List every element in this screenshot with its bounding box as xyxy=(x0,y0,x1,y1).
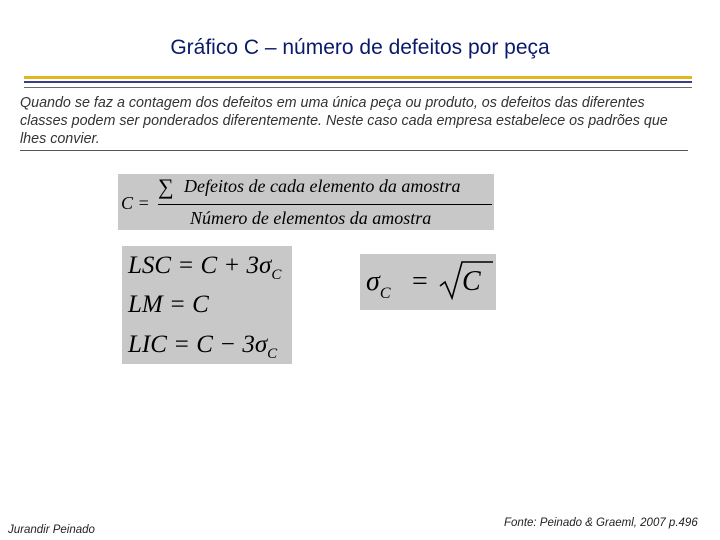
sigma-formula xyxy=(360,254,496,310)
lic-expression: LIC = C − 3σ xyxy=(128,331,268,358)
formula-c-average xyxy=(118,174,494,230)
title-divider-blue xyxy=(24,81,692,83)
title-divider-gold xyxy=(24,76,692,79)
lic-formula xyxy=(128,331,277,363)
intro-divider xyxy=(20,150,688,151)
equals-sign: = xyxy=(412,266,428,297)
lsc-subscript: C xyxy=(271,267,282,283)
control-limits-formula xyxy=(122,246,292,364)
sigma-lhs xyxy=(366,266,390,303)
lic-subscript: C xyxy=(267,346,278,362)
source-footer: Fonte: Peinado & Graeml, 2007 p.496 xyxy=(504,517,698,529)
intro-text: Quando se faz a contagem dos defeitos em uma única peça ou produto, os defeitos das diferentes classes podem ser ponderados diferentemente. Neste caso cada empresa estabelece os padrões que lhes convier. xyxy=(20,95,668,147)
title-divider-thin xyxy=(24,87,692,88)
sqrt-radicand: C xyxy=(462,266,481,297)
sigma-subscript: C xyxy=(379,285,391,302)
slide-title: Gráfico C – número de defeitos por peça xyxy=(170,36,550,59)
summation-symbol: ∑ xyxy=(158,174,174,199)
sigma-symbol: σ xyxy=(366,266,380,297)
lm-expression: LM = C xyxy=(128,291,209,318)
author-footer: Jurandir Peinado xyxy=(8,524,95,536)
formula-c-numerator: Defeitos de cada elemento da amostra xyxy=(184,176,461,196)
lsc-expression: LSC = C + 3σ xyxy=(128,252,272,279)
lm-formula xyxy=(128,291,209,319)
fraction-bar xyxy=(158,204,492,205)
lsc-formula xyxy=(128,252,281,284)
formula-c-denominator: Número de elementos da amostra xyxy=(190,208,432,228)
formula-c-lhs: C = xyxy=(121,193,150,213)
